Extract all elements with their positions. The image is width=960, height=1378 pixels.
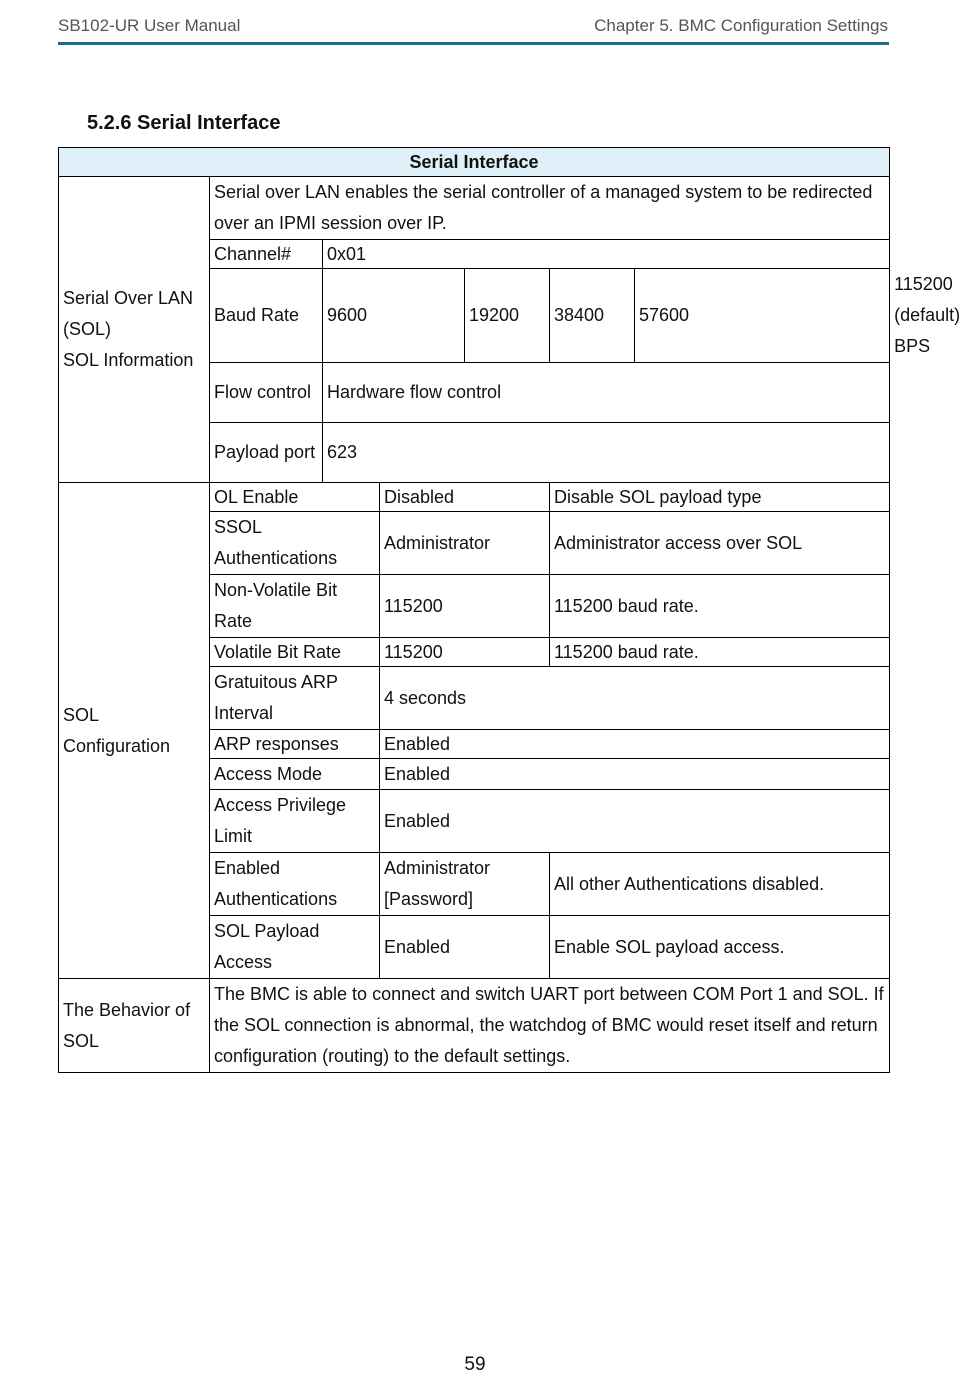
- config-desc: 115200 baud rate.: [550, 575, 890, 638]
- config-value: 4 seconds: [380, 667, 890, 730]
- channel-label: Channel#: [210, 240, 323, 269]
- config-desc: Administrator access over SOL: [550, 512, 890, 575]
- config-name: Volatile Bit Rate: [210, 638, 380, 667]
- config-desc: All other Authentications disabled.: [550, 853, 890, 916]
- baud-rate-value: 38400: [550, 269, 635, 363]
- payload-port-label: Payload port: [210, 423, 323, 483]
- baud-rate-label: Baud Rate: [210, 269, 323, 363]
- channel-value: 0x01: [323, 240, 890, 269]
- config-value: Enabled: [380, 730, 890, 759]
- sol-config-label: SOL Configuration: [59, 483, 210, 979]
- config-name: ARP responses: [210, 730, 380, 759]
- config-desc: 115200 baud rate.: [550, 638, 890, 667]
- config-name: OL Enable: [210, 483, 380, 512]
- config-name: SOL Payload Access: [210, 916, 380, 979]
- table-row: [59, 177, 890, 240]
- behavior-text: The BMC is able to connect and switch UART port between COM Port 1 and SOL. If the SOL connection is abnormal, the watchdog of BMC would reset itself and return configuration (routing) to the default settings.: [210, 979, 890, 1073]
- config-name: SSOL Authentications: [210, 512, 380, 575]
- table-title-row: [59, 148, 890, 177]
- flow-control-label: Flow control: [210, 363, 323, 423]
- section-title: 5.2.6 Serial Interface: [87, 112, 281, 134]
- table-row: [59, 979, 890, 1073]
- config-value-line: Administrator: [384, 858, 491, 878]
- config-name: Gratuitous ARP Interval: [210, 667, 380, 730]
- sol-info-label-line: SOL Information: [63, 350, 194, 370]
- sol-info-label: [59, 177, 210, 483]
- sol-info-label-line: Serial Over LAN: [63, 288, 194, 308]
- sol-info-label-line: (SOL): [63, 319, 112, 339]
- config-name: Non-Volatile Bit Rate: [210, 575, 380, 638]
- config-value: 115200: [380, 638, 550, 667]
- config-desc: Enable SOL payload access.: [550, 916, 890, 979]
- page-number: 59: [464, 1354, 486, 1375]
- config-name: Access Privilege Limit: [210, 790, 380, 853]
- config-desc: Disable SOL payload type: [550, 483, 890, 512]
- config-value: Enabled: [380, 916, 550, 979]
- behavior-label: The Behavior of SOL: [59, 979, 210, 1073]
- config-value: Disabled: [380, 483, 550, 512]
- serial-interface-table: [58, 147, 960, 1073]
- config-name: Access Mode: [210, 759, 380, 790]
- config-value: Administrator: [380, 512, 550, 575]
- config-name: Enabled Authentications: [210, 853, 380, 916]
- config-value: Enabled: [380, 790, 890, 853]
- flow-control-value: Hardware flow control: [323, 363, 890, 423]
- table-row: Baud Rate 9600 19200 38400 57600 115200 (default) BPS: [59, 269, 890, 363]
- config-value-line: [Password]: [384, 889, 474, 909]
- table-row: [59, 483, 890, 512]
- baud-rate-value: 9600: [323, 269, 465, 363]
- table-title: Serial Interface: [59, 148, 890, 177]
- header-manual-title: SB102-UR User Manual: [58, 16, 241, 35]
- baud-rate-value: 19200: [465, 269, 550, 363]
- config-value: Enabled: [380, 759, 890, 790]
- baud-rate-value: 57600: [635, 269, 890, 363]
- payload-port-value: 623: [323, 423, 890, 483]
- config-value: 115200: [380, 575, 550, 638]
- config-value: [380, 853, 550, 916]
- header-chapter-title: Chapter 5. BMC Configuration Settings: [594, 16, 888, 35]
- sol-description: Serial over LAN enables the serial controller of a managed system to be redirected over an IPMI session over IP.: [210, 177, 890, 240]
- header-divider: [58, 42, 889, 45]
